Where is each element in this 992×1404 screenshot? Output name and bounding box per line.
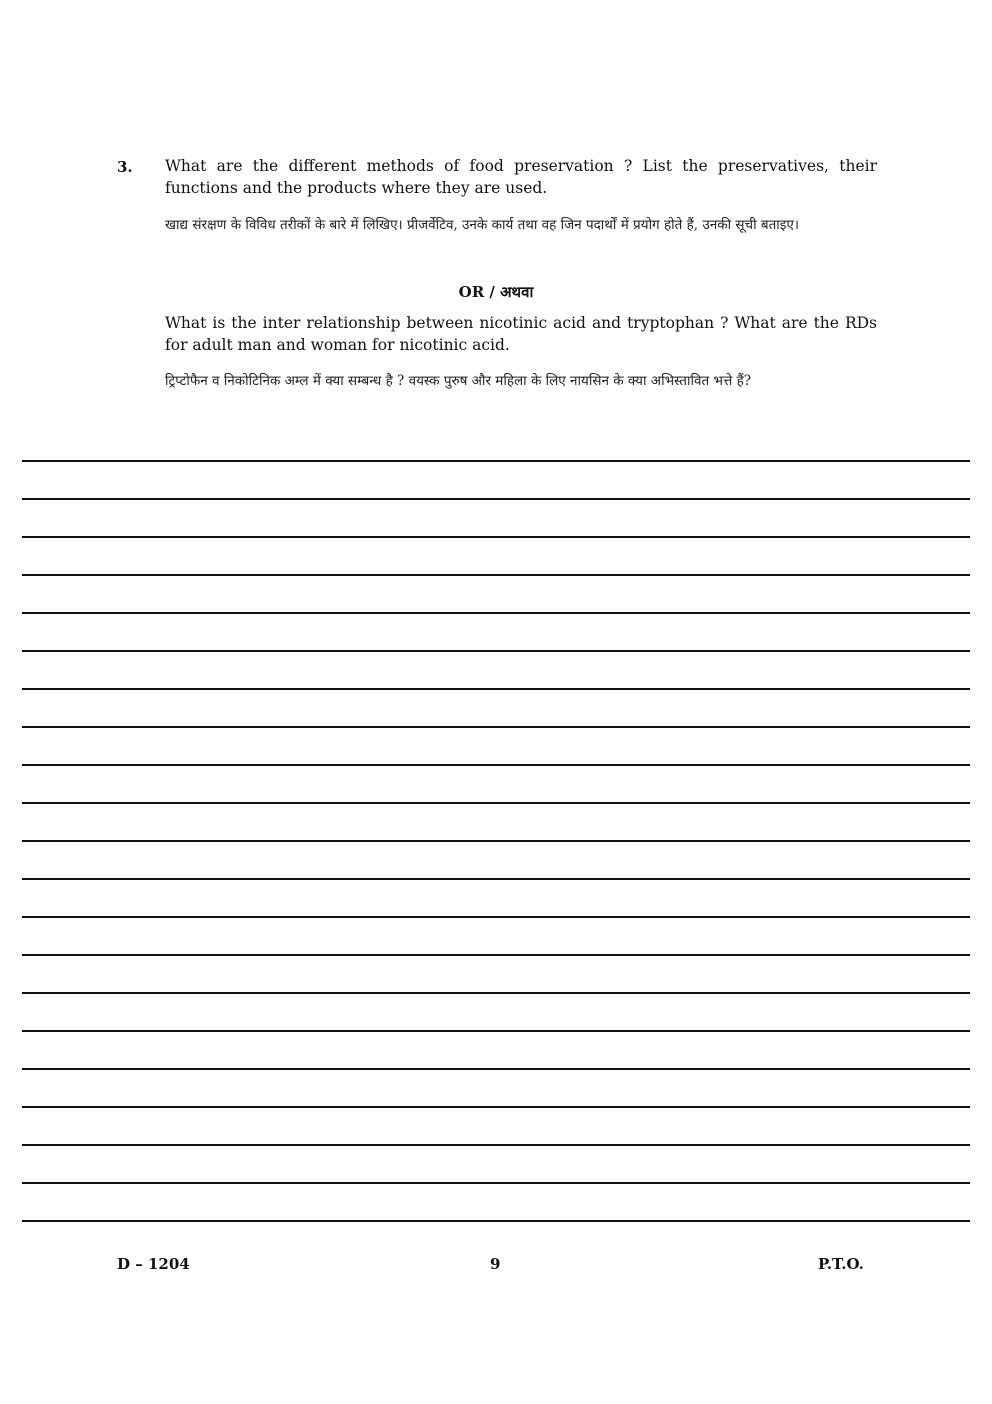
answer-line [22,1068,970,1106]
answer-line [22,992,970,1030]
answer-line [22,574,970,612]
question-english: What are the different methods of food preservation ? List the preservatives, their functions and the products where they are used. [165,157,877,197]
answer-line [22,916,970,954]
answer-line [22,688,970,726]
answer-line [22,536,970,574]
answer-line [22,954,970,992]
page-number: 9 [490,1255,501,1273]
alt-question-english: What is the inter relationship between nicotinic acid and tryptophan ? What are the RDs for adult man and woman for nicotinic acid. [165,314,877,354]
answer-line [22,498,970,536]
answer-line [22,840,970,878]
answer-line [22,1030,970,1068]
answer-line [22,460,970,498]
paper-code: D – 1204 [117,1255,190,1273]
answer-line [22,612,970,650]
answer-line [22,1106,970,1144]
pto-label: P.T.O. [818,1255,864,1273]
question-hindi: खाद्य संरक्षण के विविध तरीकों के बारे में लिखिए। प्रीजर्वेटिव, उनके कार्य तथा वह जिन पदार्थों में प्रयोग होते हैं, उनकी सूची बताइए। [165,217,799,233]
answer-line [22,1144,970,1182]
answer-line [22,1182,970,1220]
answer-lines [22,460,970,1258]
question-number: 3. [117,158,133,176]
or-separator: OR / अथवा [458,283,534,301]
answer-line [22,878,970,916]
answer-line [22,726,970,764]
answer-line [22,650,970,688]
answer-line [22,764,970,802]
alt-question-hindi: ट्रिप्टोफैन व निकोटिनिक अम्ल में क्या सम्बन्ध है ? वयस्क पुरुष और महिला के लिए नायसिन के क्या अभिस्तावित भत्ते हैं? [165,373,752,389]
answer-line [22,802,970,840]
answer-line [22,1220,970,1258]
